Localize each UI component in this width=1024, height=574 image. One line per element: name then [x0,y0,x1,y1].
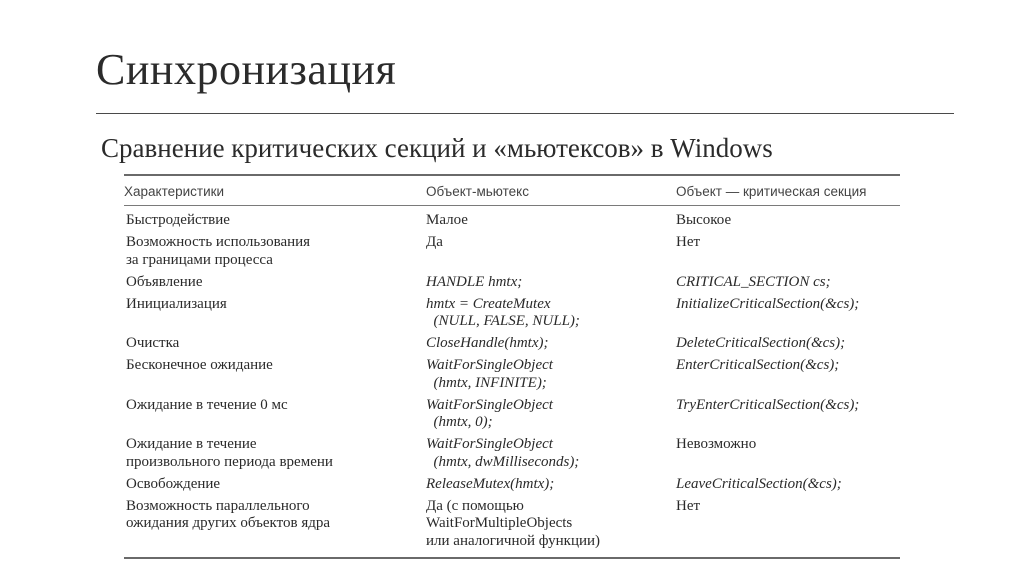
cell-critical-section: Нет [676,497,701,514]
cell-characteristic: Освобождение [126,475,221,492]
table-row [124,395,900,435]
table-bottom-rule [124,557,900,559]
table-row [124,333,900,355]
cell-critical-section: EnterCriticalSection(&cs); [676,357,840,373]
cell-mutex: Да (с помощью WaitForMultipleObjects или аналогичной функции) [426,497,601,549]
cell-critical-section: Высокое [676,212,732,228]
comparison-table [124,176,900,205]
cell-characteristic: Ожидание в течение произвольного периода времени [126,436,333,470]
table-row [124,294,900,334]
header-mutex: Объект-мьютекс [426,184,529,199]
cell-mutex: WaitForSingleObject (hmtx, 0); [426,396,553,430]
comparison-table-container [124,174,900,559]
table-header-row [124,176,900,205]
table-row [124,474,900,496]
cell-critical-section: TryEnterCriticalSection(&cs); [676,396,860,413]
cell-characteristic: Объявление [126,273,203,290]
cell-characteristic: Возможность использования за границами процесса [126,234,311,268]
cell-characteristic: Ожидание в течение 0 мс [126,396,288,413]
table-row [124,272,900,294]
cell-characteristic: Инициализация [126,295,227,312]
cell-mutex: ReleaseMutex(hmtx); [426,475,555,492]
slide-title: Синхронизация [96,45,397,94]
slide-subtitle: Сравнение критических секций и «мьютексов» в Windows [101,133,773,163]
cell-critical-section: InitializeCriticalSection(&cs); [676,295,860,312]
table-row [124,496,900,553]
cell-mutex: Да [426,234,443,250]
cell-critical-section: Нет [676,234,701,250]
cell-mutex: CloseHandle(hmtx); [426,335,549,351]
cell-mutex: WaitForSingleObject (hmtx, dwMilliseconds); [426,436,580,470]
header-characteristics: Характеристики [124,184,225,199]
cell-mutex: HANDLE hmtx; [426,273,523,290]
cell-mutex: hmtx = CreateMutex (NULL, FALSE, NULL); [426,295,580,329]
table-row [124,206,900,232]
cell-characteristic: Быстродействие [126,212,230,228]
header-critical-section: Объект — критическая секция [676,184,867,199]
table-row [124,232,900,272]
cell-mutex: Малое [426,212,468,228]
cell-mutex: WaitForSingleObject (hmtx, INFINITE); [426,357,553,391]
cell-characteristic: Очистка [126,335,180,351]
cell-critical-section: CRITICAL_SECTION cs; [676,273,831,290]
table-row [124,355,900,395]
cell-characteristic: Возможность параллельного ожидания других объектов ядра [126,497,331,531]
cell-characteristic: Бесконечное ожидание [126,357,273,373]
cell-critical-section: Невозможно [676,436,757,452]
title-divider [96,113,954,114]
table-row [124,434,900,474]
cell-critical-section: DeleteCriticalSection(&cs); [676,335,846,351]
comparison-table-body [124,206,900,553]
cell-critical-section: LeaveCriticalSection(&cs); [676,475,842,492]
